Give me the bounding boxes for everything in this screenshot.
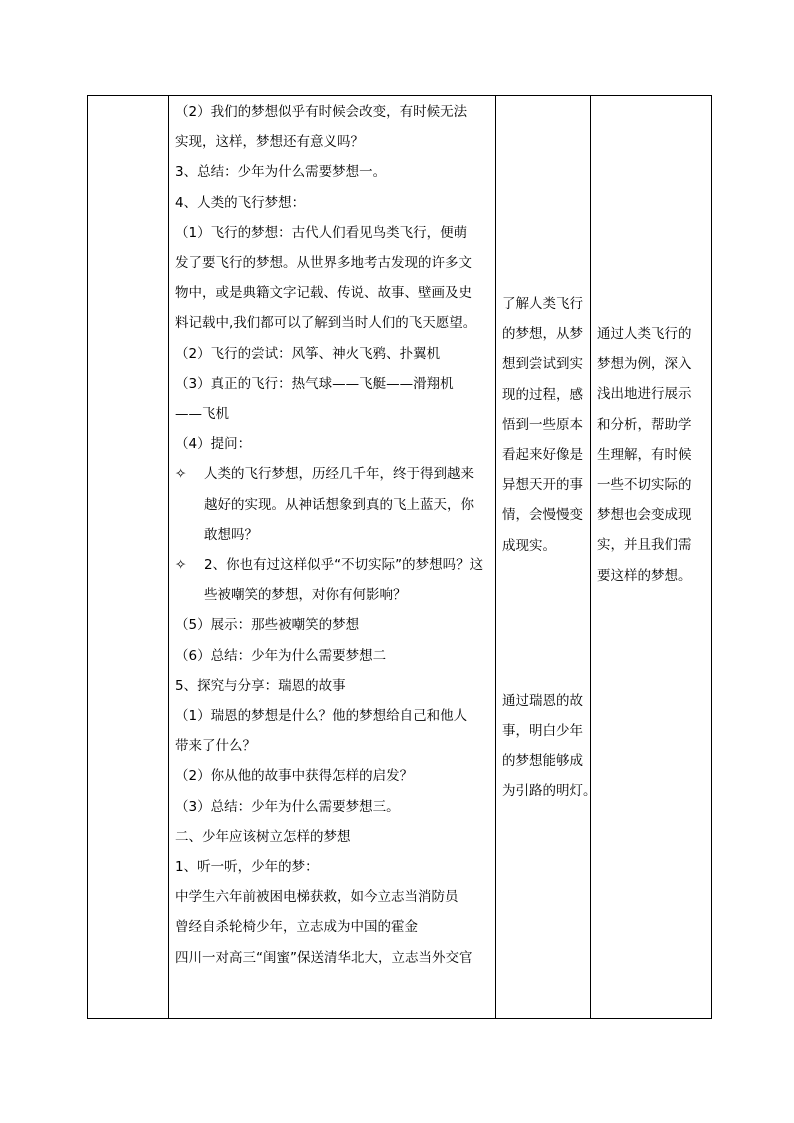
text-line: （2）飞行的尝试：风筝、神火飞鸦、扑翼机	[175, 345, 441, 362]
text-line: （2）我们的梦想似乎有时候会改变，有时候无法	[175, 104, 468, 120]
text-line: 4、人类的飞行梦想：	[175, 194, 306, 211]
text-line: 异想天开的事	[502, 477, 583, 494]
lesson-plan-table	[87, 95, 712, 1019]
text-line: 中学生六年前被困电梯获救，如今立志当消防员	[175, 889, 459, 906]
text-line: 带来了什么？	[175, 738, 256, 755]
text-line: ——飞机	[175, 406, 229, 423]
text-line: 5、探究与分享：瑞恩的故事	[175, 677, 346, 694]
text-line: 实，并且我们需	[597, 537, 692, 554]
text-line: 二、少年应该树立怎样的梦想	[175, 828, 351, 845]
text-line: （1）飞行的梦想：古代人们看见鸟类飞行，便萌	[175, 224, 468, 241]
text-line: 1、听一听，少年的梦：	[175, 859, 319, 876]
text-line: （6）总结：少年为什么需要梦想二	[175, 647, 387, 664]
text-line: 事，明白少年	[502, 723, 583, 740]
text-line: 和分析，帮助学	[597, 416, 692, 433]
teaching-process-text	[169, 96, 495, 973]
activity-block-ryan	[496, 686, 597, 807]
text-line: （2）你从他的故事中获得怎样的启发？	[175, 768, 414, 785]
empty-first-column-cell	[88, 96, 169, 1019]
text-line: 成现实。	[502, 537, 556, 554]
text-line: 料记载中,我们都可以了解到当时人们的飞天愿望。	[175, 315, 477, 332]
text-line: 了解人类飞行	[502, 296, 583, 312]
text-line: 浅出地进行展示	[597, 386, 692, 403]
text-line: 为引路的明灯。	[502, 783, 597, 800]
text-line: 梦想为例，深入	[597, 356, 692, 373]
text-line: 要这样的梦想。	[597, 567, 692, 584]
text-line: （4）提问：	[175, 436, 252, 453]
design-intent-cell	[591, 96, 712, 1019]
text-line: 通过瑞恩的故	[502, 692, 583, 709]
text-line: 梦想也会变成现	[597, 507, 692, 524]
text-line: （3）真正的飞行：热气球——飞艇——滑翔机	[175, 375, 454, 392]
text-line: 想到尝试到实	[502, 356, 583, 373]
text-line: 看起来好像是	[502, 447, 583, 464]
sparkle-bullet-icon: ✧	[175, 557, 187, 574]
text-line: （5）展示：那些被嘲笑的梦想	[175, 617, 360, 634]
text-line: （3）总结：少年为什么需要梦想三。	[175, 798, 400, 815]
text-line: 敢想吗？	[204, 526, 258, 543]
student-activity-cell	[496, 96, 597, 1019]
text-line: 的梦想，从梦	[502, 326, 583, 343]
sparkle-bullet-icon: ✧	[175, 466, 187, 483]
text-line: 情，会慢慢变	[502, 507, 583, 524]
text-line: 的梦想能够成	[502, 753, 583, 770]
text-line: 曾经自杀轮椅少年，立志成为中国的霍金	[175, 919, 418, 936]
text-line: 一些不切实际的	[597, 477, 692, 494]
table-row	[88, 96, 712, 1019]
text-line: 3、总结：少年为什么需要梦想一。	[175, 164, 387, 181]
text-line: 发了要飞行的梦想。从世界多地考古发现的许多文	[175, 255, 472, 272]
text-line: 现的过程，感	[502, 386, 583, 403]
text-line: 悟到一些原本	[502, 416, 583, 433]
design-intent-block	[591, 319, 711, 591]
text-line: 实现，这样，梦想还有意义吗？	[175, 134, 364, 151]
bullet-list-item	[175, 550, 493, 580]
text-line: 生理解，有时候	[597, 446, 692, 463]
text-line: （1）瑞恩的梦想是什么？他的梦想给自己和他人	[175, 708, 468, 725]
text-line: 四川一对高三“闺蜜”保送清华北大，立志当外交官	[175, 949, 473, 966]
bullet-text: 2、你也有过这样似乎“不切实际”的梦想吗？这	[204, 557, 484, 574]
text-line: 些被嘲笑的梦想，对你有何影响？	[204, 587, 407, 604]
teaching-process-cell	[169, 96, 496, 1019]
text-line: 越好的实现。从神话想象到真的飞上蓝天，你	[204, 496, 474, 513]
activity-block-flight	[496, 289, 590, 561]
bullet-text: 人类的飞行梦想，历经几千年，终于得到越来	[204, 466, 474, 483]
bullet-list-item	[175, 459, 493, 489]
text-line: 通过人类飞行的	[597, 326, 692, 342]
text-line: 物中，或是典籍文字记载、传说、故事、壁画及史	[175, 285, 472, 302]
